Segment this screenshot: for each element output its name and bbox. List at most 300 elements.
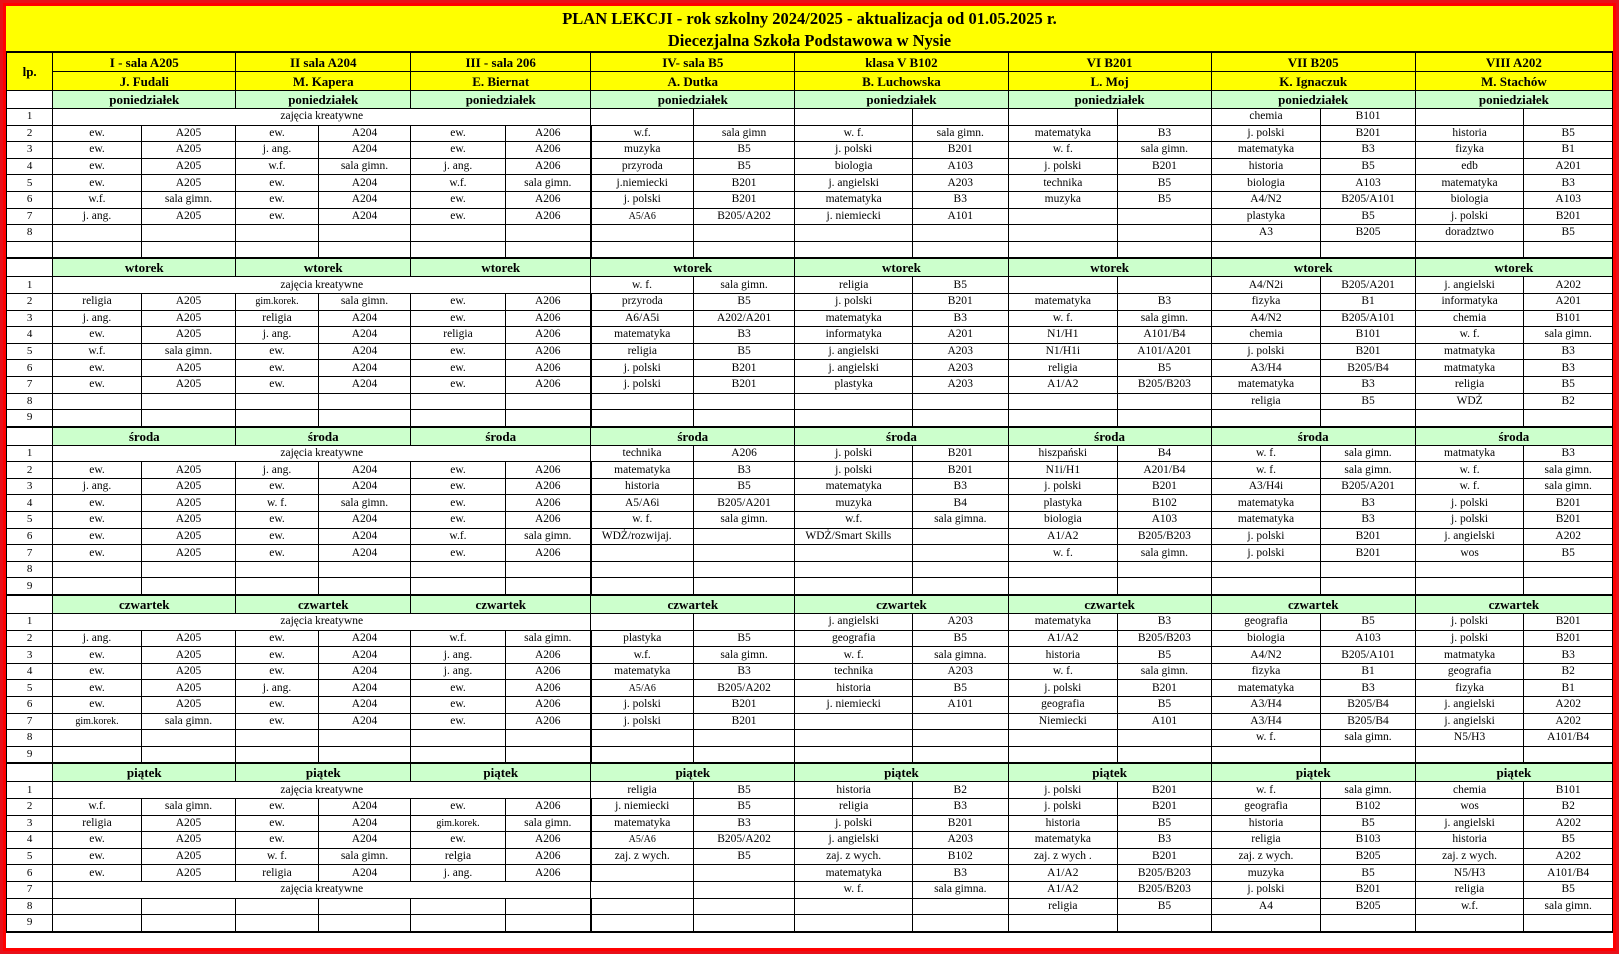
- subject-cell: j. polski: [591, 697, 694, 714]
- subject-cell: w.f.: [236, 158, 318, 175]
- subject-cell: [1211, 578, 1321, 595]
- subject-cell: matematyka: [1211, 495, 1321, 512]
- room-cell: sala gimn.: [318, 293, 411, 310]
- lesson-number: 7: [7, 713, 53, 730]
- room-cell: B205/A202: [693, 832, 795, 849]
- subject-cell: j. polski: [591, 376, 694, 393]
- lesson-number: 4: [7, 327, 53, 344]
- room-cell: B5: [913, 630, 1009, 647]
- room-cell: A204: [318, 528, 411, 545]
- subject-cell: [411, 561, 506, 578]
- subject-cell: w.f.: [1415, 898, 1524, 915]
- lesson-row: [7, 410, 1613, 427]
- room-cell: B201: [693, 697, 795, 714]
- room-cell: [1321, 241, 1416, 258]
- lesson-row: [7, 865, 1613, 882]
- room-cell: [913, 915, 1009, 932]
- room-cell: [693, 225, 795, 242]
- subject-cell: fizyka: [1415, 680, 1524, 697]
- day-name: wtorek: [411, 258, 591, 277]
- subject-cell: muzyka: [1211, 865, 1321, 882]
- room-cell: [693, 898, 795, 915]
- lesson-row: [7, 630, 1613, 647]
- room-cell: B3: [1118, 293, 1212, 310]
- room-cell: [318, 915, 411, 932]
- room-cell: [1524, 109, 1613, 126]
- room-cell: [1321, 915, 1416, 932]
- subject-cell: [795, 561, 913, 578]
- room-cell: B101: [1524, 310, 1613, 327]
- room-cell: [913, 393, 1009, 410]
- title-line-2: Diecezjalna Szkoła Podstawowa w Nysie: [667, 31, 952, 50]
- lesson-number: 8: [7, 225, 53, 242]
- lesson-number: 8: [7, 561, 53, 578]
- subject-cell: j. angielski: [1415, 713, 1524, 730]
- subject-cell: matematyka: [1211, 142, 1321, 159]
- subject-cell: ew.: [236, 360, 318, 377]
- room-cell: B1: [1524, 142, 1613, 159]
- lesson-number: 4: [7, 832, 53, 849]
- room-cell: B4: [913, 495, 1009, 512]
- subject-cell: w.f.: [411, 175, 506, 192]
- subject-cell: ew.: [236, 663, 318, 680]
- room-cell: A206: [505, 208, 590, 225]
- room-cell: B101: [1321, 109, 1416, 126]
- room-cell: A205: [141, 630, 236, 647]
- subject-cell: w.f.: [591, 647, 694, 664]
- room-cell: A206: [693, 445, 795, 462]
- room-cell: B205/B4: [1321, 697, 1416, 714]
- subject-cell: A3/H4: [1211, 697, 1321, 714]
- subject-cell: zaj. z wych.: [795, 848, 913, 865]
- room-cell: A205: [141, 545, 236, 562]
- subject-cell: [1008, 225, 1118, 242]
- room-cell: A203: [913, 376, 1009, 393]
- subject-cell: w. f.: [591, 512, 694, 529]
- lesson-row: [7, 327, 1613, 344]
- room-cell: A203: [913, 343, 1009, 360]
- lesson-number: 4: [7, 495, 53, 512]
- room-cell: sala gimn.: [1118, 545, 1212, 562]
- subject-cell: historia: [795, 782, 913, 799]
- room-cell: B5: [1524, 125, 1613, 142]
- room-cell: [505, 898, 590, 915]
- lesson-number: 8: [7, 393, 53, 410]
- room-cell: B205/B203: [1118, 528, 1212, 545]
- day-name: czwartek: [53, 595, 236, 614]
- subject-cell: ew.: [53, 697, 141, 714]
- room-cell: A206: [505, 478, 590, 495]
- room-cell: [913, 898, 1009, 915]
- room-cell: B3: [1321, 680, 1416, 697]
- subject-cell: geografia: [1211, 798, 1321, 815]
- room-cell: A206: [505, 545, 590, 562]
- room-cell: B5: [693, 798, 795, 815]
- subject-cell: ew.: [411, 376, 506, 393]
- room-cell: [505, 241, 590, 258]
- subject-cell: w. f.: [795, 647, 913, 664]
- room-cell: A203: [913, 832, 1009, 849]
- subject-cell: religia: [53, 815, 141, 832]
- room-cell: B2: [1524, 663, 1613, 680]
- lesson-row: [7, 832, 1613, 849]
- lesson-row: [7, 310, 1613, 327]
- room-cell: B201: [1524, 495, 1613, 512]
- room-cell: A205: [141, 815, 236, 832]
- subject-cell: matmatyka: [1415, 445, 1524, 462]
- room-cell: [1524, 410, 1613, 427]
- day-header-row: [7, 258, 1613, 277]
- subject-cell: N5/H3: [1415, 730, 1524, 747]
- subject-cell: A1/A2: [1008, 376, 1118, 393]
- room-cell: B5: [1118, 191, 1212, 208]
- subject-cell: [236, 578, 318, 595]
- subject-cell: religia: [591, 343, 694, 360]
- subject-cell: plastyka: [795, 376, 913, 393]
- room-cell: [693, 578, 795, 595]
- day-name: czwartek: [1008, 595, 1211, 614]
- subject-cell: historia: [1211, 158, 1321, 175]
- subject-cell: biologia: [1008, 512, 1118, 529]
- subject-cell: religia: [1008, 360, 1118, 377]
- room-cell: A202: [1524, 697, 1613, 714]
- room-cell: B5: [693, 782, 795, 799]
- room-cell: [1321, 561, 1416, 578]
- room-cell: [1118, 410, 1212, 427]
- room-cell: A204: [318, 125, 411, 142]
- subject-cell: ew.: [53, 528, 141, 545]
- room-cell: B101: [1321, 327, 1416, 344]
- subject-cell: j.niemiecki: [591, 175, 694, 192]
- subject-cell: relgia: [411, 848, 506, 865]
- subject-cell: [1211, 410, 1321, 427]
- room-cell: B201: [1118, 478, 1212, 495]
- room-cell: [693, 730, 795, 747]
- day-name: wtorek: [591, 258, 795, 277]
- lesson-number: 2: [7, 462, 53, 479]
- subject-cell: ew.: [53, 832, 141, 849]
- merged-activity: zajęcia kreatywne: [53, 445, 591, 462]
- subject-cell: ew.: [53, 327, 141, 344]
- subject-cell: [53, 225, 141, 242]
- subject-cell: ew.: [53, 360, 141, 377]
- room-cell: A205: [141, 495, 236, 512]
- subject-cell: w. f.: [591, 277, 694, 294]
- subject-cell: [1008, 561, 1118, 578]
- subject-cell: matematyka: [795, 478, 913, 495]
- subject-cell: gim.korek.: [53, 713, 141, 730]
- subject-cell: wos: [1415, 798, 1524, 815]
- room-cell: B5: [1118, 175, 1212, 192]
- subject-cell: ew.: [236, 832, 318, 849]
- lesson-row: [7, 462, 1613, 479]
- lesson-number: 1: [7, 277, 53, 294]
- room-cell: sala gimn.: [693, 647, 795, 664]
- subject-cell: matematyka: [591, 815, 694, 832]
- room-cell: B3: [1524, 343, 1613, 360]
- room-cell: B3: [913, 865, 1009, 882]
- subject-cell: [53, 915, 141, 932]
- subject-cell: religia: [1211, 832, 1321, 849]
- subject-cell: j. angielski: [795, 832, 913, 849]
- day-name: wtorek: [1008, 258, 1211, 277]
- subject-cell: j. angielski: [1415, 697, 1524, 714]
- subject-cell: WDŻ/rozwijaj.: [591, 528, 694, 545]
- subject-cell: w. f.: [1008, 545, 1118, 562]
- lesson-number: 2: [7, 293, 53, 310]
- room-cell: A206: [505, 360, 590, 377]
- subject-cell: j. ang.: [53, 310, 141, 327]
- room-cell: sala gimn.: [1321, 445, 1416, 462]
- room-cell: A206: [505, 376, 590, 393]
- lesson-number: [7, 241, 53, 258]
- subject-cell: ew.: [236, 175, 318, 192]
- room-cell: A205: [141, 175, 236, 192]
- day-name: piątek: [236, 763, 411, 782]
- room-cell: B205/A201: [693, 495, 795, 512]
- room-cell: [913, 713, 1009, 730]
- room-cell: B5: [693, 343, 795, 360]
- merged-activity: zajęcia kreatywne: [53, 109, 591, 126]
- room-cell: A206: [505, 158, 590, 175]
- subject-cell: ew.: [236, 512, 318, 529]
- day-header-row: [7, 91, 1613, 109]
- room-cell: [505, 393, 590, 410]
- subject-cell: matematyka: [1008, 832, 1118, 849]
- room-cell: [913, 730, 1009, 747]
- room-cell: [505, 730, 590, 747]
- subject-cell: j. polski: [591, 360, 694, 377]
- room-cell: B201: [913, 815, 1009, 832]
- room-cell: [693, 109, 795, 126]
- subject-cell: j. ang.: [53, 630, 141, 647]
- room-cell: A206: [505, 865, 590, 882]
- lesson-number: 9: [7, 578, 53, 595]
- room-cell: [1118, 915, 1212, 932]
- room-cell: sala gimn.: [141, 798, 236, 815]
- subject-cell: [795, 578, 913, 595]
- subject-cell: w. f.: [1415, 478, 1524, 495]
- lesson-row: [7, 647, 1613, 664]
- room-cell: B103: [1321, 832, 1416, 849]
- title-banner: [6, 6, 1613, 52]
- subject-cell: [591, 393, 694, 410]
- room-cell: B201: [913, 142, 1009, 159]
- subject-cell: ew.: [236, 697, 318, 714]
- room-cell: A204: [318, 478, 411, 495]
- lesson-number: 8: [7, 898, 53, 915]
- subject-cell: [53, 393, 141, 410]
- subject-cell: [411, 746, 506, 763]
- room-cell: sala gimn.: [1321, 462, 1416, 479]
- room-cell: B205/A101: [1321, 310, 1416, 327]
- subject-cell: [591, 225, 694, 242]
- subject-cell: A5/A6: [591, 832, 694, 849]
- subject-cell: ew.: [53, 495, 141, 512]
- subject-cell: matematyka: [1008, 125, 1118, 142]
- subject-cell: [236, 898, 318, 915]
- room-cell: B201: [1524, 614, 1613, 631]
- room-cell: sala gimn: [693, 125, 795, 142]
- room-cell: [1524, 561, 1613, 578]
- subject-cell: [411, 241, 506, 258]
- room-cell: A204: [318, 191, 411, 208]
- room-cell: A204: [318, 798, 411, 815]
- subject-cell: ew.: [411, 293, 506, 310]
- room-cell: [141, 915, 236, 932]
- room-cell: B5: [1118, 360, 1212, 377]
- class-teacher: L. Moj: [1008, 72, 1211, 91]
- subject-cell: j. polski: [1211, 545, 1321, 562]
- subject-cell: biologia: [1211, 630, 1321, 647]
- room-cell: B201: [693, 376, 795, 393]
- subject-cell: hiszpański: [1008, 445, 1118, 462]
- subject-cell: ew.: [411, 832, 506, 849]
- room-cell: A204: [318, 175, 411, 192]
- room-cell: [1118, 746, 1212, 763]
- room-cell: A101: [913, 697, 1009, 714]
- subject-cell: biologia: [1415, 191, 1524, 208]
- subject-cell: j. polski: [1415, 630, 1524, 647]
- subject-cell: w. f.: [795, 125, 913, 142]
- subject-cell: [53, 410, 141, 427]
- subject-cell: matematyka: [1415, 175, 1524, 192]
- lesson-row: [7, 360, 1613, 377]
- subject-cell: j. ang.: [236, 462, 318, 479]
- room-cell: A103: [913, 158, 1009, 175]
- room-cell: [1118, 208, 1212, 225]
- day-name: piątek: [1415, 763, 1612, 782]
- subject-cell: A3/H4i: [1211, 478, 1321, 495]
- subject-cell: ew.: [236, 545, 318, 562]
- day-name: piątek: [53, 763, 236, 782]
- merged-activity: zajęcia kreatywne: [53, 782, 591, 799]
- merged-activity: zajęcia kreatywne: [53, 614, 591, 631]
- subject-cell: historia: [1008, 815, 1118, 832]
- subject-cell: A5/A6: [591, 208, 694, 225]
- day-name: poniedziałek: [1211, 91, 1415, 109]
- room-cell: [913, 746, 1009, 763]
- subject-cell: [795, 898, 913, 915]
- room-cell: B2: [1524, 393, 1613, 410]
- day-name: piątek: [1211, 763, 1415, 782]
- room-cell: B5: [693, 158, 795, 175]
- room-cell: A203: [913, 175, 1009, 192]
- subject-cell: ew.: [411, 680, 506, 697]
- room-cell: B201: [913, 445, 1009, 462]
- room-cell: B5: [693, 478, 795, 495]
- class-teacher: M. Kapera: [236, 72, 411, 91]
- room-cell: B102: [913, 848, 1009, 865]
- day-name: poniedziałek: [1415, 91, 1612, 109]
- subject-cell: w. f.: [1415, 327, 1524, 344]
- room-cell: B3: [1321, 376, 1416, 393]
- subject-cell: j. polski: [1211, 528, 1321, 545]
- lesson-number: 5: [7, 512, 53, 529]
- room-cell: sala gimn.: [505, 175, 590, 192]
- subject-cell: doradztwo: [1415, 225, 1524, 242]
- room-cell: B201: [1524, 512, 1613, 529]
- room-cell: B101: [1524, 782, 1613, 799]
- lesson-row: [7, 225, 1613, 242]
- room-cell: A205: [141, 512, 236, 529]
- subject-cell: ew.: [236, 376, 318, 393]
- subject-cell: w.f.: [53, 798, 141, 815]
- subject-cell: [1008, 208, 1118, 225]
- room-cell: A206: [505, 512, 590, 529]
- subject-cell: j. ang.: [411, 647, 506, 664]
- lesson-number: 4: [7, 663, 53, 680]
- day-name: czwartek: [591, 595, 795, 614]
- subject-cell: [591, 915, 694, 932]
- room-cell: [693, 545, 795, 562]
- room-cell: A103: [1321, 175, 1416, 192]
- subject-cell: A6/A5i: [591, 310, 694, 327]
- subject-cell: A3/H4: [1211, 713, 1321, 730]
- subject-cell: [591, 545, 694, 562]
- room-cell: B1: [1524, 680, 1613, 697]
- subject-cell: j. polski: [1415, 495, 1524, 512]
- subject-cell: wos: [1415, 545, 1524, 562]
- lesson-number: 6: [7, 865, 53, 882]
- subject-cell: fizyka: [1211, 293, 1321, 310]
- subject-cell: historia: [1211, 815, 1321, 832]
- room-cell: A101/B4: [1524, 865, 1613, 882]
- room-cell: [505, 578, 590, 595]
- lesson-number: 2: [7, 630, 53, 647]
- room-cell: B3: [1321, 142, 1416, 159]
- lesson-number: 7: [7, 545, 53, 562]
- day-name: poniedziałek: [591, 91, 795, 109]
- subject-cell: [795, 241, 913, 258]
- subject-cell: [795, 545, 913, 562]
- day-name: środa: [411, 427, 591, 446]
- subject-cell: [1008, 915, 1118, 932]
- room-cell: [1524, 915, 1613, 932]
- lesson-row: [7, 614, 1613, 631]
- subject-cell: religia: [1415, 881, 1524, 898]
- subject-cell: j. polski: [1415, 208, 1524, 225]
- lesson-number: 1: [7, 614, 53, 631]
- lesson-row: [7, 241, 1613, 258]
- room-cell: [1524, 241, 1613, 258]
- subject-cell: A4/N2: [1211, 191, 1321, 208]
- subject-cell: matematyka: [1008, 293, 1118, 310]
- subject-cell: Niemiecki: [1008, 713, 1118, 730]
- room-cell: sala gimn.: [1524, 478, 1613, 495]
- subject-cell: fizyka: [1415, 142, 1524, 159]
- room-cell: B1: [1321, 663, 1416, 680]
- room-cell: A202: [1524, 528, 1613, 545]
- room-cell: B3: [1118, 125, 1212, 142]
- room-cell: [318, 746, 411, 763]
- merged-activity: zajęcia kreatywne: [53, 881, 591, 898]
- room-cell: B205/A202: [693, 680, 795, 697]
- subject-cell: zaj. z wych.: [1415, 848, 1524, 865]
- subject-cell: historia: [1415, 832, 1524, 849]
- room-cell: A205: [141, 528, 236, 545]
- room-cell: A101: [1118, 713, 1212, 730]
- class-teacher: K. Ignaczuk: [1211, 72, 1415, 91]
- room-cell: A101/A201: [1118, 343, 1212, 360]
- subject-cell: ew.: [411, 713, 506, 730]
- schedule-sheet: [6, 6, 1613, 948]
- room-cell: A204: [318, 310, 411, 327]
- subject-cell: ew.: [53, 175, 141, 192]
- room-cell: [1524, 746, 1613, 763]
- subject-cell: technika: [1008, 175, 1118, 192]
- subject-cell: [1415, 410, 1524, 427]
